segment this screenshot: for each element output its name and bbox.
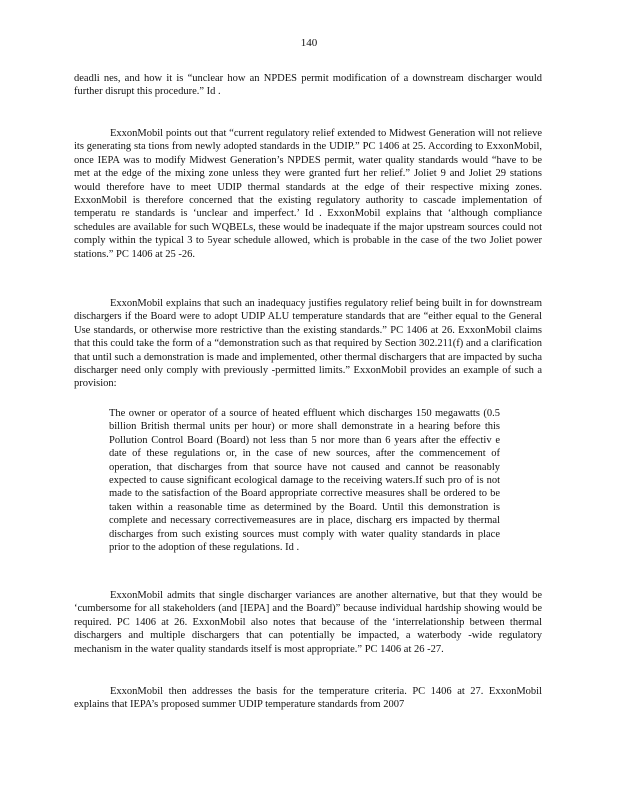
paragraph-exxonmobil-points-out: ExxonMobil points out that “current regulatory relief extended to Midwest Generation will not relieve its generating sta tions from newly adopted standards in the UDIP.” PC 1406 at 25. According to ExxonMobil, once IEPA was to modify Midwest Generation’s NPDES permit, water quality standards would “have to be met at the edge of the mixing zone unless they were granted furt her relief.” Joliet 9 and Joliet 29 stations would therefore have to meet UDIP thermal standards at the edge of their respective mixing zones. ExxonMobil is therefore concerned that the existing regulatory authority to cascade implementation of temperatu re standards is ‘unclear and imperfect.’ Id . ExxonMobil explains that ‘although compliance schedules are available for such WQBELs, these would be inadequate if the major upstream sources could not comply within the typical 3 to 5year schedule allowed, which is probable in the case of the two Joliet power stations.” PC 1406 at 25 -26. [74,128,542,260]
paragraph-continued: deadli nes, and how it is “unclear how an NPDES permit modification of a downstream discharger would further disrupt this procedure.” Id . [74,73,542,98]
block-quote: The owner or operator of a source of heated effluent which discharges 150 megawatts (0.5 billion British thermal units per hour) or more shall demonstrate in a hearing before this Pollution Control Board (Board) not less than 5 nor more than 6 years after the effectiv e date of these regulations or, in the case of new sources, after the commencement of operation, that discharges from that source have not caused and cannot be reasonably expected to cause significant ecological damage to the receiving waters.If such pro of is not made to the satisfaction of the Board appropriate corrective measures shall be ordered to be taken within a reasonable time as determined by the Board. Until this demonstration is complete and necessary correctivemeasures are in place, discharg ers impacted by thermal discharges from such existing sources must comply with water quality standards in place prior to the adoption of these regulations. Id . [109,408,500,554]
paragraph-temperature-criteria: ExxonMobil then addresses the basis for the temperature criteria. PC 1406 at 27. ExxonMobil explains that IEPA’s proposed summer UDIP temperature standards from 2007 [74,686,542,711]
paragraph-variances: ExxonMobil admits that single discharger variances are another alternative, but that they would be ‘cumbersome for all stakeholders (and [IEPA] and the Board)” because individual hardship showing would be required. PC 1406 at 26. ExxonMobil also notes that because of the ‘interrelationship between thermal dischargers and multiple dischargers that can potentially be impacted, a waterbody -wide regulatory mechanism in the water quality standards itself is most appropriate.” PC 1406 at 26 -27. [74,590,542,655]
paragraph-exxonmobil-explains-inadequacy: ExxonMobil explains that such an inadequacy justifies regulatory relief being built in for downstream dischargers if the Board were to adopt UDIP ALU temperature standards that are “either equal to the General Use standards, or otherwise more restrictive than the existing standards.” PC 1406 at 26. ExxonMobil claims that this could take the form of a “demonstration such as that required by Section 302.211(f) and a clarification that until such a demonstration is made and implemented, other thermal dischargers that are impacted by sucha discharger need only comply with previously -permitted limits.” ExxonMobil provides an example of such a provision: [74,298,542,390]
page-number: 140 [300,37,318,49]
